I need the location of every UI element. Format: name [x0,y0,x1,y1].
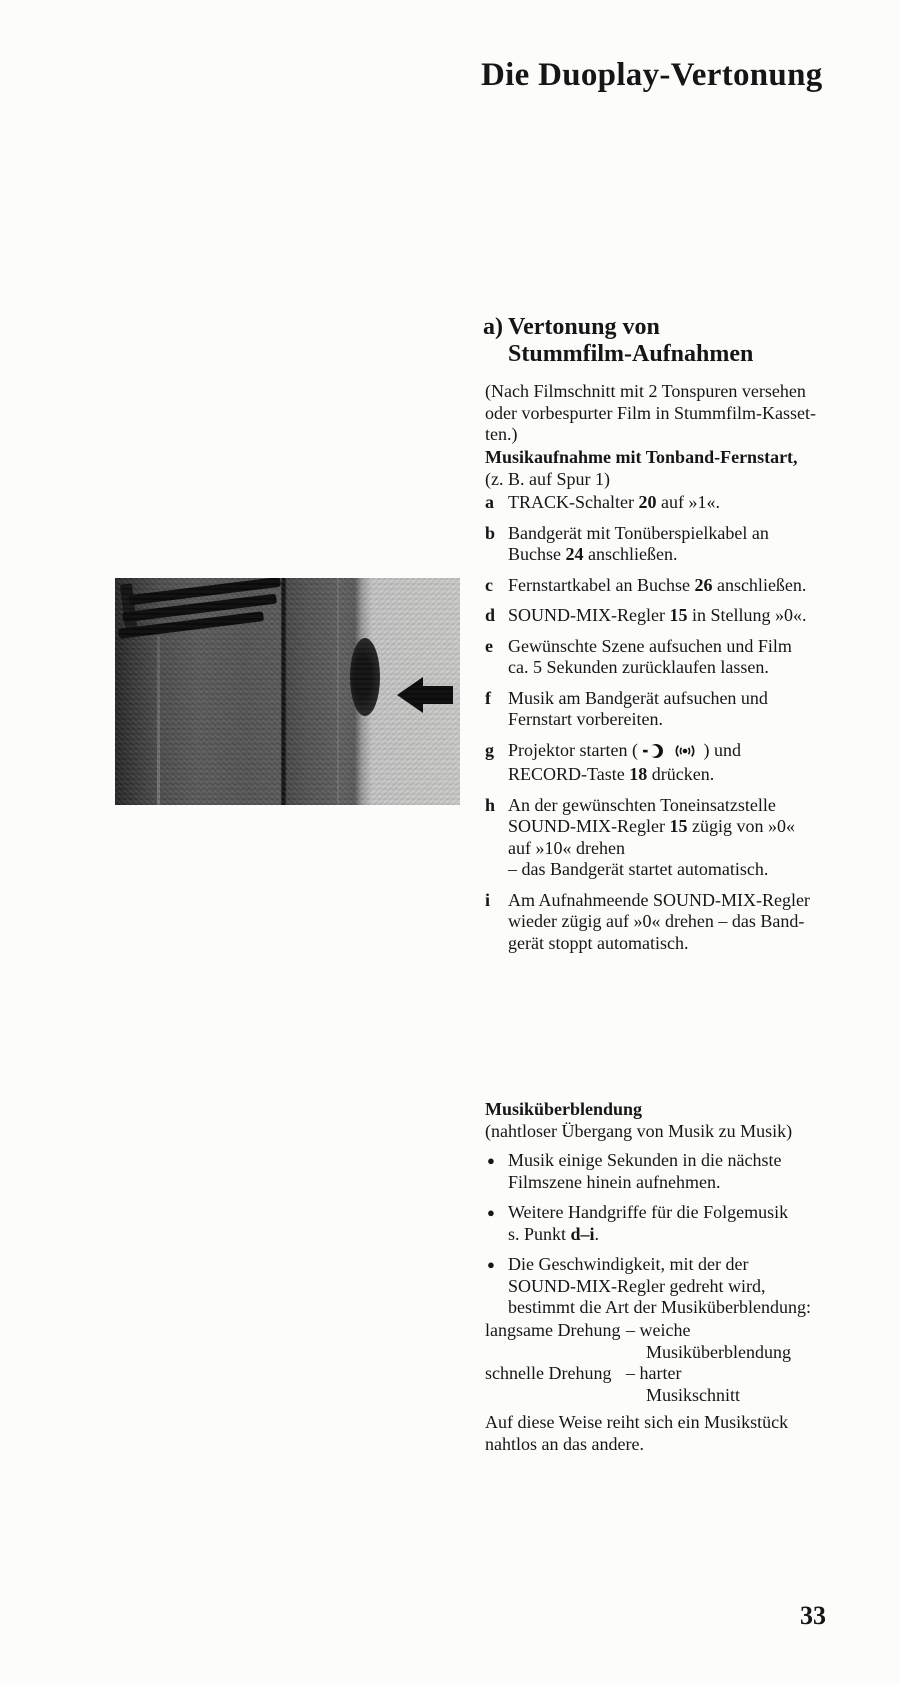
intro-paragraph [485,381,870,446]
subheading [485,447,870,490]
sound-waves-icon [672,743,698,765]
list-item-e [485,636,877,679]
bullet-text [508,1254,811,1319]
left-arrow-icon [421,686,453,704]
step-letter: h [485,794,496,815]
step-letter: b [485,522,496,543]
text-line: RECORD-Taste 18 drücken. [508,764,715,784]
projector-run-icon [643,743,665,765]
bullet-dot-icon: ● [487,1153,495,1168]
heading-line: Vertonung von [508,314,660,340]
step-text [508,688,877,731]
text-line: Buchse 24 anschließen. [508,544,678,564]
speed-result [626,1320,791,1363]
text-line: – harter [626,1363,682,1383]
list-item-b [485,523,877,566]
text-line: TRACK-Schalter 20 auf »1«. [508,492,720,512]
list-item-h [485,795,877,881]
bullet-item [487,1202,879,1245]
text-line: Filmszene hinein aufnehmen. [508,1171,721,1192]
list-item-f [485,688,877,731]
text-line: Musikschnitt [646,1384,741,1405]
text-line: ca. 5 Sekunden zurücklaufen lassen. [508,657,769,677]
step-letter: a [485,492,494,512]
bullet-text [508,1202,788,1245]
bullet-item [487,1150,879,1193]
speed-row [485,1320,877,1363]
section-heading [483,314,753,368]
text-line: An der gewünschten Toneinsatzstelle [508,794,776,815]
section-heading-text [508,314,753,368]
crossfade-title: Musiküberblendung [485,1099,643,1119]
text-line: Musiküberblendung [646,1341,791,1362]
text-line: oder vorbespurter Film in Stummfilm-Kasset- [485,402,816,423]
text-line: nahtlos an das andere. [485,1433,644,1454]
crossfade-subtitle: (nahtloser Übergang von Musik zu Musik) [485,1120,793,1141]
step-text [508,523,877,566]
step-text [508,890,877,955]
text-line: Musik einige Sekunden in die nächste [508,1150,782,1170]
text-line: (Nach Filmschnitt mit 2 Tonspuren versehen [485,381,806,401]
step-text [508,795,877,881]
bullet-list [487,1150,879,1328]
list-item-c [485,575,877,597]
bullet-dot-icon: ● [487,1205,495,1220]
text-line: Musik am Bandgerät aufsuchen und [508,687,768,708]
text-line: Weitere Handgriffe für die Folgemusik [508,1202,789,1222]
step-text [508,740,877,786]
text-line: Die Geschwindigkeit, mit der der [508,1254,749,1274]
subheading-note: (z. B. auf Spur 1) [485,468,610,489]
text-line: auf »10« drehen [508,837,625,858]
step-letter: i [485,889,491,910]
text-line: – das Bandgerät startet automatisch. [508,859,769,879]
text-line: Auf diese Weise reiht sich ein Musikstück [485,1412,789,1432]
text-line: SOUND-MIX-Regler 15 zügig von »0« [508,816,795,836]
speed-term: langsame Drehung [485,1320,621,1340]
step-letter: c [485,574,493,595]
bullet-text [508,1150,781,1193]
list-item-a [485,492,877,514]
page-number: 33 [800,1601,826,1630]
step-text [508,492,877,514]
text-line: SOUND-MIX-Regler gedreht wird, [508,1275,766,1296]
text-line: Fernstart vorbereiten. [508,709,663,729]
text-line: Bandgerät mit Tonüberspielkabel an [508,522,769,543]
step-letter: f [485,687,491,708]
step-letter: g [485,739,494,760]
crossfade-heading [485,1099,870,1142]
panel-ridge [157,636,160,805]
sound-mix-knob [350,638,380,716]
text-line: Projektor starten ( ) und [508,740,877,765]
text-line: ten.) [485,424,518,444]
speed-result [626,1363,740,1406]
text-line: Gewünschte Szene aufsuchen und Film [508,635,792,656]
panel-ridge [337,578,339,805]
speed-term: schnelle Drehung [485,1363,612,1383]
list-item-i [485,890,877,955]
left-arrow-icon [397,677,423,713]
step-list [485,492,877,963]
text-line: – weiche [626,1320,691,1340]
projector-close-up-photo [115,578,460,805]
text-line: s. Punkt d–i. [508,1223,600,1244]
step-text [508,575,877,597]
step-text [508,636,877,679]
bullet-dot-icon: ● [487,1257,495,1272]
section-label: a) [483,314,503,340]
speed-row [485,1363,877,1406]
subheading-bold: Musikaufnahme mit Tonband-Fernstart, [485,447,798,467]
text-line: wieder zügig auf »0« drehen – das Band- [508,911,805,931]
speed-table [485,1320,877,1406]
step-letter: e [485,635,493,656]
step-text [508,605,877,627]
closing-paragraph [485,1412,870,1455]
heading-line: Stummfilm-Aufnahmen [508,341,754,367]
list-item-g [485,740,877,786]
text-line: Am Aufnahmeende SOUND-MIX-Regler [508,889,810,910]
list-item-d [485,605,877,627]
bullet-item [487,1254,879,1319]
text-line: Fernstartkabel an Buchse 26 anschließen. [508,574,807,595]
step-letter: d [485,605,496,625]
text-line: bestimmt die Art der Musiküberblendung: [508,1297,811,1317]
text-line: gerät stoppt automatisch. [508,932,689,953]
text-line: SOUND-MIX-Regler 15 in Stellung »0«. [508,605,807,625]
page-title: Die Duoplay-Vertonung [481,57,823,93]
